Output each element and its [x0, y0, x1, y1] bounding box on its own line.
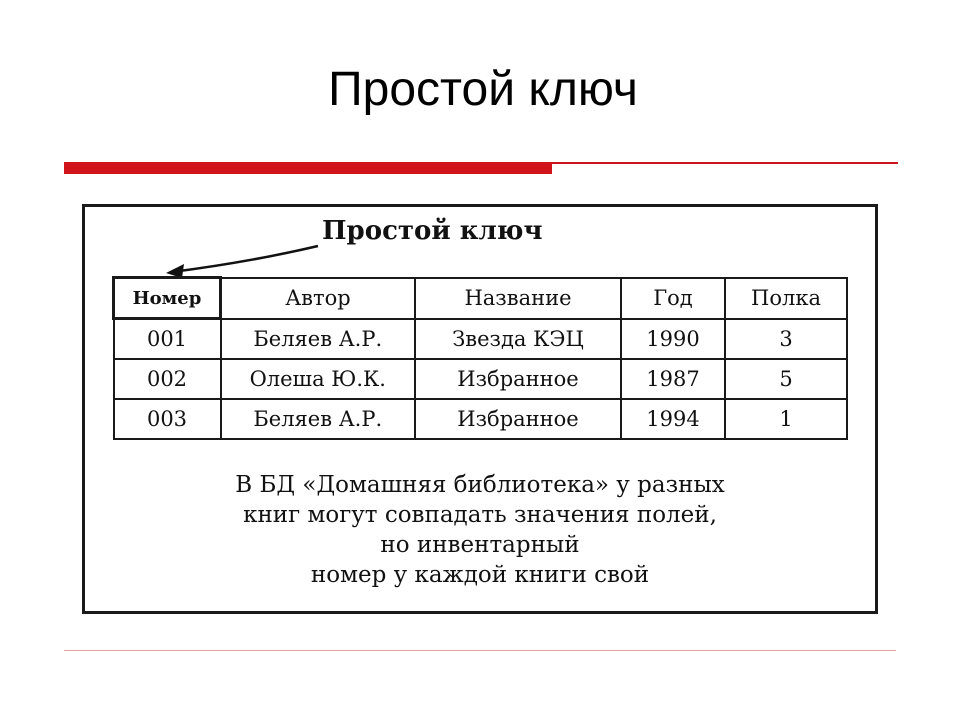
header-title: Название: [415, 278, 621, 319]
cell-year: 1990: [621, 319, 725, 360]
header-number-key: Номер: [114, 278, 221, 319]
books-table: [112, 276, 848, 440]
cell-year: 1987: [621, 359, 725, 399]
cell-year: 1994: [621, 399, 725, 439]
table-header-row: [114, 278, 848, 319]
cell-author: Беляев А.Р.: [221, 399, 416, 439]
cell-shelf: 1: [725, 399, 847, 439]
cell-number: 001: [114, 319, 221, 360]
caption-line: номер у каждой книги свой: [310, 562, 650, 588]
accent-line: [552, 162, 898, 164]
header-year: Год: [621, 278, 725, 319]
cell-number: 003: [114, 399, 221, 439]
table-row: [114, 319, 848, 360]
caption-line: книг могут совпадать значения полей,: [243, 502, 717, 528]
cell-author: Олеша Ю.К.: [221, 359, 416, 399]
footer-divider: [64, 650, 896, 651]
cell-title: Избранное: [415, 399, 621, 439]
figure-caption: [100, 470, 860, 590]
cell-title: Звезда КЭЦ: [415, 319, 621, 360]
cell-author: Беляев А.Р.: [221, 319, 416, 360]
header-shelf: Полка: [725, 278, 847, 319]
cell-title: Избранное: [415, 359, 621, 399]
cell-shelf: 3: [725, 319, 847, 360]
figure-title: Простой ключ: [322, 216, 543, 246]
header-author: Автор: [221, 278, 416, 319]
cell-shelf: 5: [725, 359, 847, 399]
table-row: [114, 399, 848, 439]
cell-number: 002: [114, 359, 221, 399]
caption-line: но инвентарный: [380, 532, 580, 558]
caption-line: В БД «Домашняя библиотека» у разных: [235, 472, 725, 498]
table-row: [114, 359, 848, 399]
slide-title: Простой ключ: [328, 63, 638, 116]
accent-bar: [64, 162, 552, 174]
